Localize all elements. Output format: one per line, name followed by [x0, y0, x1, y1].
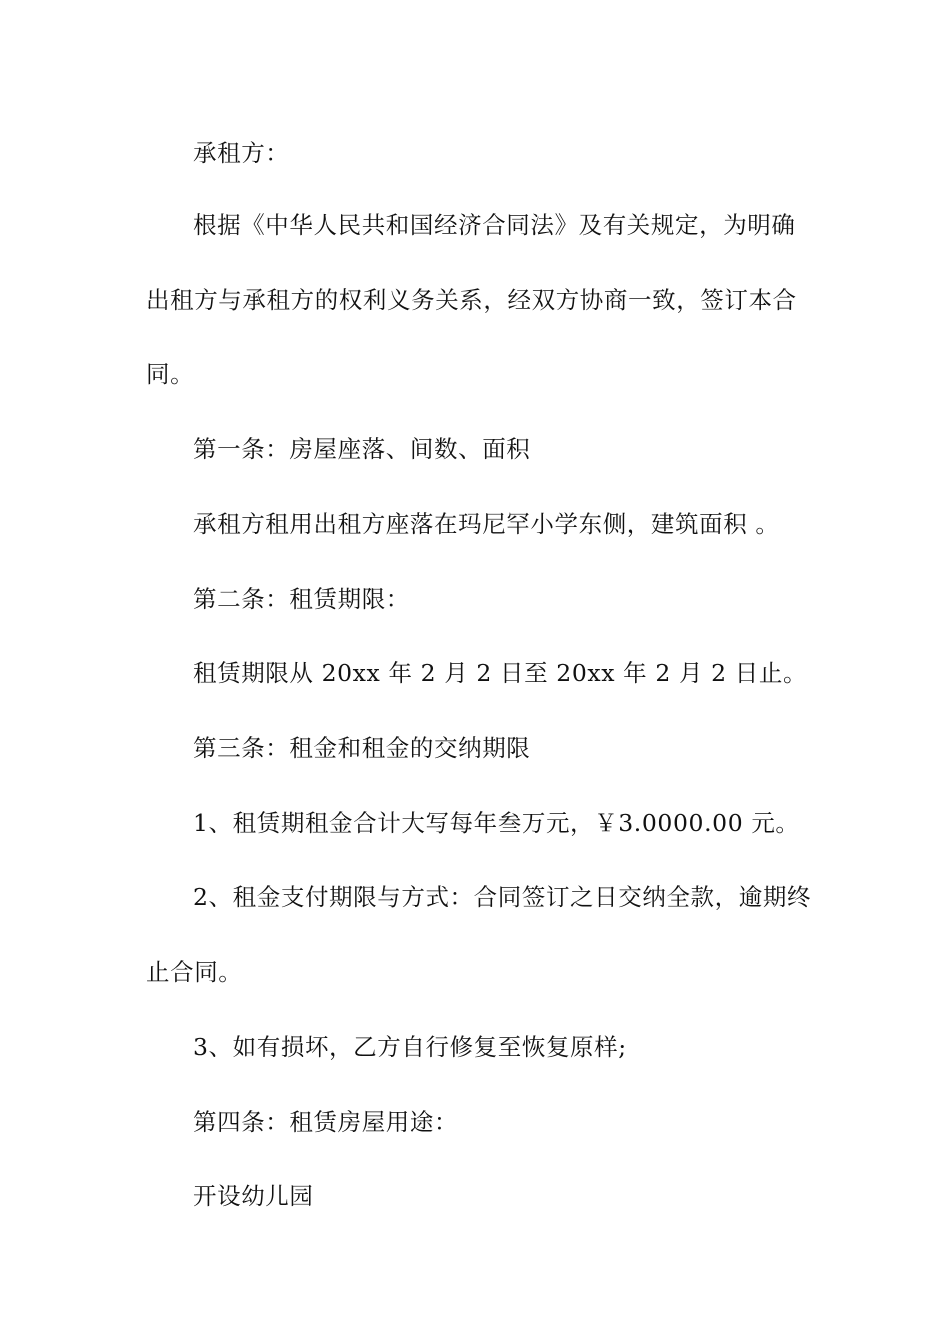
party-lessee-label: 承租方：	[193, 139, 290, 167]
article-2-text: 租赁期限从 20xx 年 2 月 2 日至 20xx 年 2 月 2 日止。	[193, 659, 808, 687]
article-2-heading: 第二条：租赁期限：	[193, 585, 410, 613]
preamble-line-2: 出租方与承租方的权利义务关系，经双方协商一致，签订本合	[146, 286, 797, 314]
article-3-heading: 第三条：租金和租金的交纳期限	[193, 734, 531, 762]
preamble-line-1: 根据《中华人民共和国经济合同法》及有关规定，为明确	[193, 211, 796, 239]
preamble-line-3: 同。	[146, 360, 195, 388]
article-3-item-1: 1、租赁期租金合计大写每年叁万元，￥3.0000.00 元。	[193, 809, 800, 837]
article-1-heading: 第一条：房屋座落、间数、面积	[193, 435, 531, 463]
article-3-item-2-line-2: 止合同。	[146, 958, 243, 986]
article-1-text: 承租方租用出租方座落在玛尼罕小学东侧，建筑面积 。	[193, 510, 780, 538]
article-4-heading: 第四条：租赁房屋用途：	[193, 1108, 459, 1136]
article-4-text: 开设幼儿园	[193, 1182, 314, 1210]
article-3-item-3: 3、如有损坏，乙方自行修复至恢复原样;	[193, 1033, 627, 1061]
article-3-item-2-line-1: 2、租金支付期限与方式：合同签订之日交纳全款，逾期终	[193, 883, 812, 911]
